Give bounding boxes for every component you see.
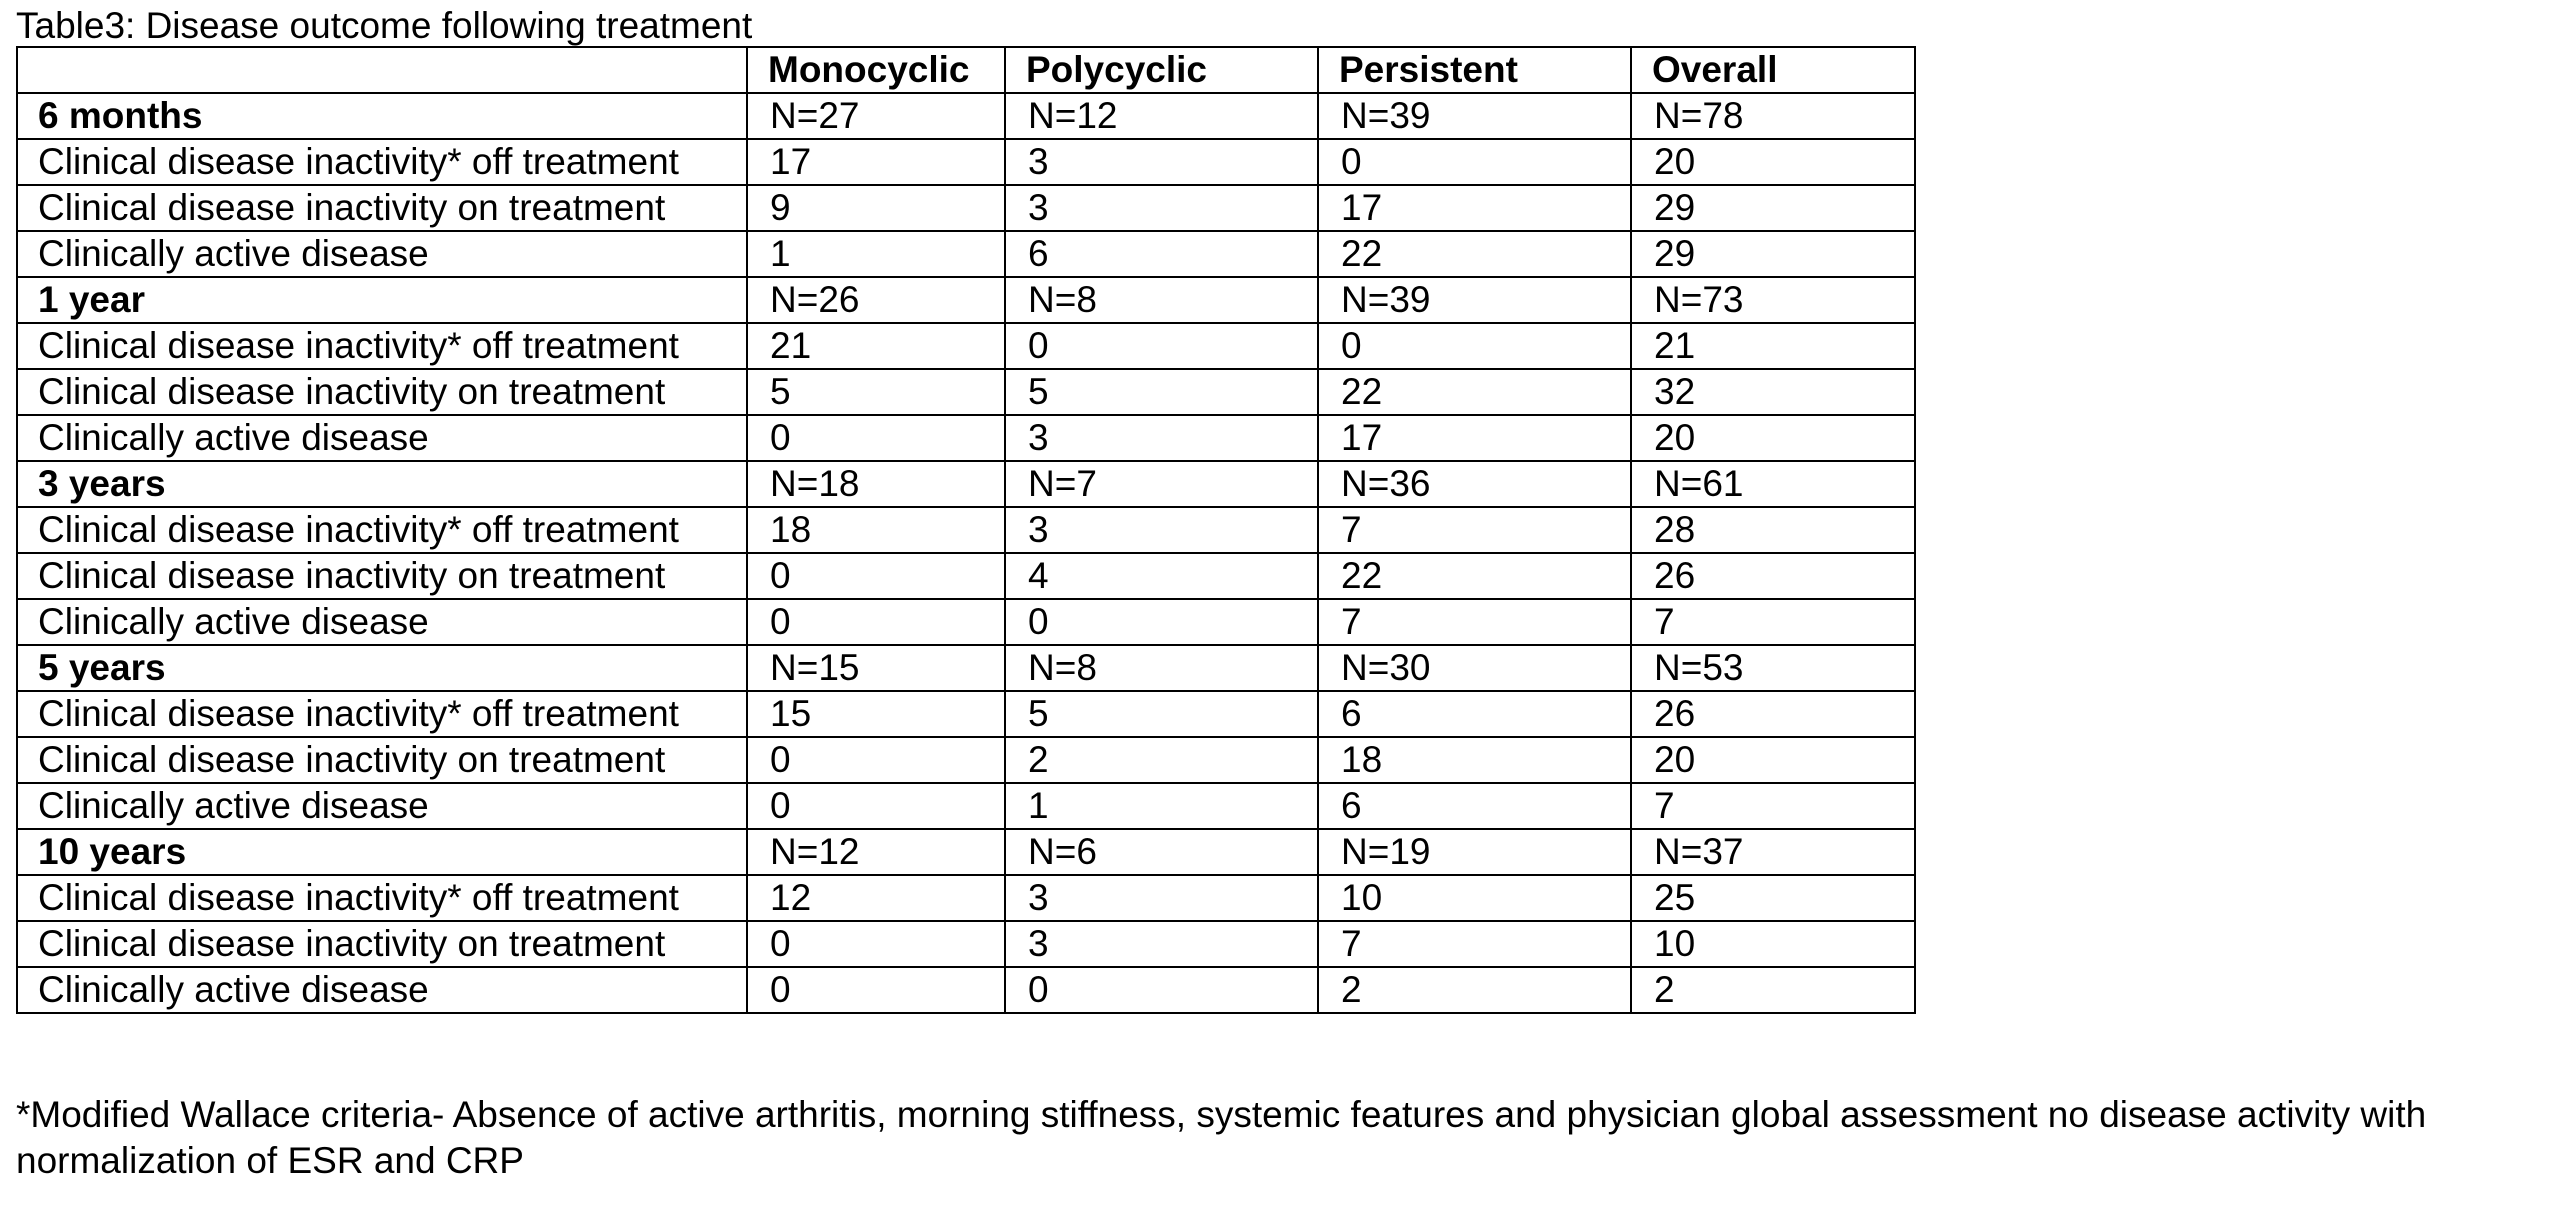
cell-overall: 29 [1631, 231, 1915, 277]
row-label: Clinical disease inactivity on treatment [17, 737, 747, 783]
header-persistent: Persistent [1318, 47, 1631, 93]
cell-monocyclic: 18 [747, 507, 1005, 553]
cell-monocyclic: 0 [747, 599, 1005, 645]
cell-persistent: 10 [1318, 875, 1631, 921]
cell-persistent: 17 [1318, 415, 1631, 461]
group-row [17, 829, 1915, 875]
outcome-table [16, 46, 1916, 1014]
cell-monocyclic: 0 [747, 967, 1005, 1013]
row-label: Clinical disease inactivity on treatment [17, 185, 747, 231]
group-n-monocyclic: N=12 [747, 829, 1005, 875]
group-row [17, 277, 1915, 323]
cell-overall: 7 [1631, 599, 1915, 645]
row-label: Clinically active disease [17, 783, 747, 829]
table-caption: Table3: Disease outcome following treatment [16, 5, 753, 46]
cell-polycyclic: 3 [1005, 507, 1318, 553]
cell-persistent: 22 [1318, 369, 1631, 415]
group-row [17, 645, 1915, 691]
group-n-overall: N=53 [1631, 645, 1915, 691]
cell-polycyclic: 3 [1005, 185, 1318, 231]
group-label: 10 years [17, 829, 747, 875]
cell-overall: 28 [1631, 507, 1915, 553]
cell-overall: 21 [1631, 323, 1915, 369]
group-n-persistent: N=19 [1318, 829, 1631, 875]
row-label: Clinically active disease [17, 415, 747, 461]
cell-persistent: 6 [1318, 783, 1631, 829]
table-footnote: *Modified Wallace criteria- Absence of active arthritis, morning stiffness, systemic features and physician global assessment no disease activity with normalization of ESR and CRP [16, 1094, 2427, 1181]
cell-overall: 32 [1631, 369, 1915, 415]
row-label: Clinical disease inactivity* off treatment [17, 323, 747, 369]
cell-polycyclic: 0 [1005, 323, 1318, 369]
table-row [17, 231, 1915, 277]
group-n-polycyclic: N=8 [1005, 645, 1318, 691]
cell-overall: 20 [1631, 139, 1915, 185]
table-row [17, 323, 1915, 369]
cell-persistent: 22 [1318, 553, 1631, 599]
cell-persistent: 0 [1318, 323, 1631, 369]
cell-persistent: 2 [1318, 967, 1631, 1013]
cell-overall: 2 [1631, 967, 1915, 1013]
table-row [17, 369, 1915, 415]
cell-overall: 10 [1631, 921, 1915, 967]
group-n-overall: N=78 [1631, 93, 1915, 139]
cell-monocyclic: 17 [747, 139, 1005, 185]
table-row [17, 415, 1915, 461]
cell-persistent: 0 [1318, 139, 1631, 185]
cell-polycyclic: 5 [1005, 369, 1318, 415]
group-n-polycyclic: N=12 [1005, 93, 1318, 139]
table-row [17, 783, 1915, 829]
cell-overall: 20 [1631, 415, 1915, 461]
header-row [17, 47, 1915, 93]
cell-monocyclic: 0 [747, 415, 1005, 461]
cell-polycyclic: 0 [1005, 967, 1318, 1013]
cell-persistent: 17 [1318, 185, 1631, 231]
table-row [17, 553, 1915, 599]
header-polycyclic: Polycyclic [1005, 47, 1318, 93]
cell-polycyclic: 1 [1005, 783, 1318, 829]
group-label: 6 months [17, 93, 747, 139]
cell-persistent: 22 [1318, 231, 1631, 277]
group-n-polycyclic: N=7 [1005, 461, 1318, 507]
cell-monocyclic: 1 [747, 231, 1005, 277]
cell-persistent: 18 [1318, 737, 1631, 783]
row-label: Clinical disease inactivity* off treatment [17, 691, 747, 737]
cell-monocyclic: 9 [747, 185, 1005, 231]
group-n-persistent: N=39 [1318, 93, 1631, 139]
cell-monocyclic: 12 [747, 875, 1005, 921]
table-row [17, 185, 1915, 231]
table-row [17, 967, 1915, 1013]
cell-overall: 26 [1631, 691, 1915, 737]
cell-polycyclic: 5 [1005, 691, 1318, 737]
row-label: Clinical disease inactivity* off treatment [17, 139, 747, 185]
row-label: Clinical disease inactivity* off treatment [17, 507, 747, 553]
group-n-monocyclic: N=18 [747, 461, 1005, 507]
cell-monocyclic: 5 [747, 369, 1005, 415]
table-row [17, 921, 1915, 967]
cell-overall: 7 [1631, 783, 1915, 829]
group-n-overall: N=37 [1631, 829, 1915, 875]
row-label: Clinical disease inactivity* off treatment [17, 875, 747, 921]
cell-persistent: 6 [1318, 691, 1631, 737]
header-overall: Overall [1631, 47, 1915, 93]
header-monocyclic: Monocyclic [747, 47, 1005, 93]
group-n-monocyclic: N=26 [747, 277, 1005, 323]
group-n-polycyclic: N=6 [1005, 829, 1318, 875]
group-n-overall: N=61 [1631, 461, 1915, 507]
cell-polycyclic: 3 [1005, 875, 1318, 921]
group-n-persistent: N=36 [1318, 461, 1631, 507]
row-label: Clinically active disease [17, 599, 747, 645]
group-n-monocyclic: N=27 [747, 93, 1005, 139]
cell-monocyclic: 21 [747, 323, 1005, 369]
group-label: 5 years [17, 645, 747, 691]
table-header [17, 47, 1915, 93]
cell-polycyclic: 6 [1005, 231, 1318, 277]
cell-polycyclic: 0 [1005, 599, 1318, 645]
cell-monocyclic: 15 [747, 691, 1005, 737]
cell-overall: 25 [1631, 875, 1915, 921]
cell-overall: 20 [1631, 737, 1915, 783]
table-row [17, 737, 1915, 783]
cell-overall: 26 [1631, 553, 1915, 599]
cell-polycyclic: 2 [1005, 737, 1318, 783]
cell-polycyclic: 3 [1005, 415, 1318, 461]
group-n-persistent: N=30 [1318, 645, 1631, 691]
row-label: Clinical disease inactivity on treatment [17, 553, 747, 599]
group-label: 3 years [17, 461, 747, 507]
row-label: Clinical disease inactivity on treatment [17, 921, 747, 967]
group-n-overall: N=73 [1631, 277, 1915, 323]
table-body [17, 93, 1915, 1013]
cell-persistent: 7 [1318, 507, 1631, 553]
group-n-persistent: N=39 [1318, 277, 1631, 323]
cell-persistent: 7 [1318, 921, 1631, 967]
cell-polycyclic: 3 [1005, 921, 1318, 967]
group-n-monocyclic: N=15 [747, 645, 1005, 691]
cell-persistent: 7 [1318, 599, 1631, 645]
group-label: 1 year [17, 277, 747, 323]
table-row [17, 599, 1915, 645]
header-corner-cell [17, 47, 747, 93]
row-label: Clinically active disease [17, 967, 747, 1013]
row-label: Clinically active disease [17, 231, 747, 277]
group-row [17, 461, 1915, 507]
cell-polycyclic: 4 [1005, 553, 1318, 599]
cell-monocyclic: 0 [747, 553, 1005, 599]
group-n-polycyclic: N=8 [1005, 277, 1318, 323]
table-row [17, 691, 1915, 737]
cell-polycyclic: 3 [1005, 139, 1318, 185]
cell-monocyclic: 0 [747, 783, 1005, 829]
cell-monocyclic: 0 [747, 921, 1005, 967]
cell-monocyclic: 0 [747, 737, 1005, 783]
table-row [17, 875, 1915, 921]
group-row [17, 93, 1915, 139]
table-row [17, 507, 1915, 553]
table-row [17, 139, 1915, 185]
row-label: Clinical disease inactivity on treatment [17, 369, 747, 415]
cell-overall: 29 [1631, 185, 1915, 231]
